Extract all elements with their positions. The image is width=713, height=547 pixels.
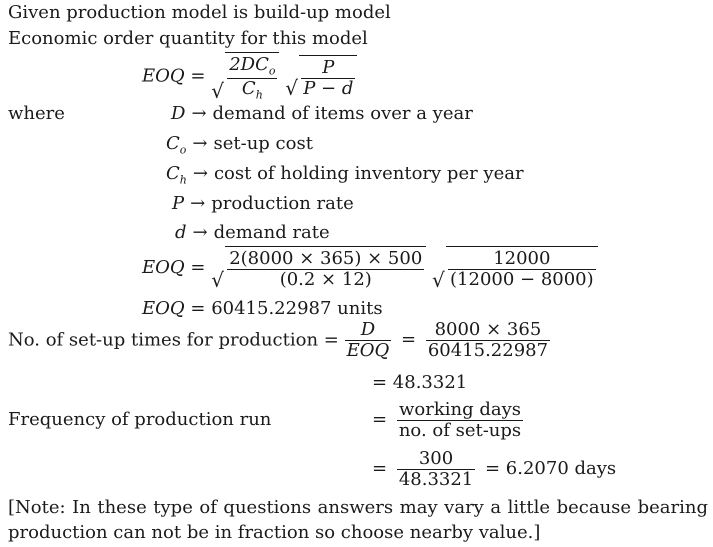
setups-line: No. of set-up times for production = $\frac{D}{\text{EOQ}}$ = $\frac{8000 \times 365}{60415.22987}$	[8, 319, 549, 361]
where-label: where	[8, 103, 65, 124]
num1-sub: o	[268, 64, 276, 78]
sqrt-4	[432, 246, 598, 290]
arrow-icon: →	[191, 103, 207, 124]
den1-sub: h	[255, 88, 263, 102]
eoq-lhs: EOQ =	[142, 65, 206, 87]
frequency-fraction-line: = $\frac{\text{working days}}{\text{no. of set-ups}}$	[372, 399, 522, 441]
frequency-label: Frequency of production run	[8, 409, 272, 430]
sub-den1: (0.2 × 12)	[279, 268, 372, 290]
frequency-result: = 6.2070 days	[485, 458, 617, 480]
sub-den2: (12000 − 8000)	[450, 268, 594, 290]
fraction-p-pd	[301, 58, 355, 99]
eoq-substitution	[142, 246, 598, 290]
arrow-icon: →	[192, 163, 208, 184]
where-item-Ch: $C_h \to \cos t$ of holding inventory per year	[166, 163, 524, 187]
fraction-setups-values: $\frac{8000 \times 365}{60415.22987}$	[427, 319, 549, 361]
num1: 2DC	[229, 54, 269, 75]
setups-result: = 48.3321	[372, 372, 468, 393]
radical-icon: √	[285, 76, 298, 101]
den1: C	[241, 77, 256, 99]
arrow-icon: →	[192, 222, 208, 243]
den2: P − d	[303, 77, 354, 99]
where-item-D: D → demand of items over a year	[171, 103, 473, 124]
intro-line-2: Economic order quantity for this model	[8, 28, 368, 49]
setups-label: No. of set-up times for production =	[8, 329, 339, 351]
eoq-result: EOQ = 60415.22987 units	[142, 298, 383, 319]
intro-line-1: Given production model is build-up model	[8, 2, 391, 23]
sub-num1: 2(8000 × 365) × 500	[229, 248, 423, 269]
num2: P	[301, 58, 355, 79]
radical-icon: √	[432, 267, 445, 292]
note-text: [Note: In these type of questions answers may vary a little because bearing production can not be in fraction so choose nearby value.]	[8, 497, 708, 543]
fraction-sub-2	[448, 249, 596, 290]
sqrt-2	[285, 55, 357, 99]
eoq-formula	[142, 52, 357, 104]
where-item-P: P → production rate	[172, 193, 354, 214]
fraction-sub-1	[227, 249, 424, 290]
fraction-2dco-ch	[227, 55, 277, 101]
frequency-result-line: = $\frac{300}{48.3321}$ = 6.2070 days	[372, 448, 617, 490]
sqrt-3	[211, 246, 426, 290]
sqrt-1	[211, 52, 279, 104]
fraction-d-eoq: $\frac{D}{\text{EOQ}}$	[346, 319, 390, 361]
sub-lhs: EOQ =	[142, 256, 206, 278]
fraction-300-setups: $\frac{300}{48.3321}$	[398, 448, 474, 490]
where-item-d: d → demand rate	[175, 222, 330, 243]
fraction-working-days: $\frac{\text{working days}}{\text{no. of set-ups}}$	[398, 399, 522, 441]
radical-icon: √	[211, 267, 224, 292]
radical-icon: √	[211, 79, 224, 104]
arrow-icon: →	[192, 133, 208, 154]
where-item-Co: $C_o \to set-up$ cost	[166, 133, 313, 157]
arrow-icon: →	[190, 193, 206, 214]
sub-num2: 12000	[448, 249, 596, 270]
